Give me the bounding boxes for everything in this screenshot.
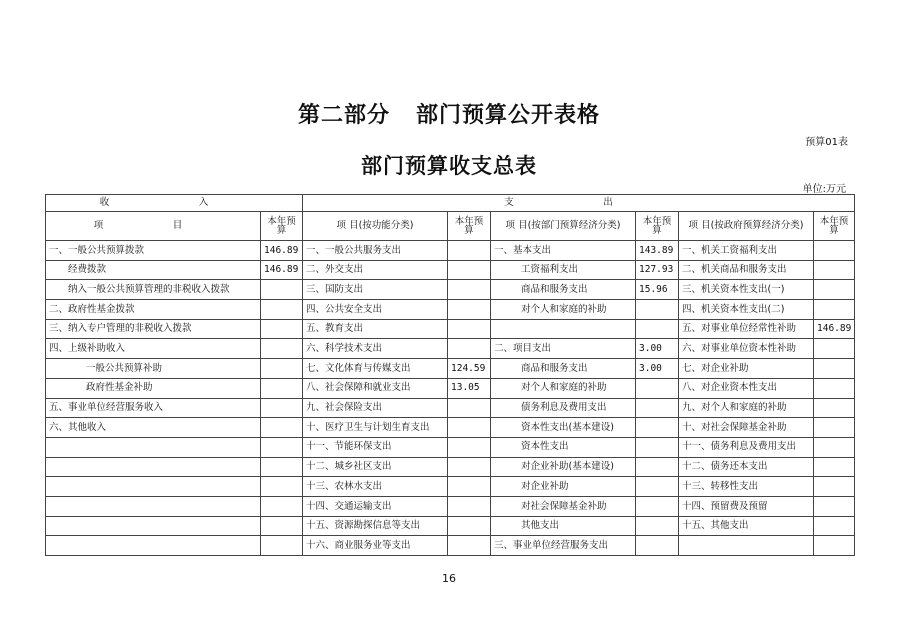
gov-econ-item: 七、对企业补助 <box>679 359 814 379</box>
function-amount <box>448 437 491 457</box>
header-row-sub <box>46 212 855 241</box>
income-amount <box>261 477 303 497</box>
function-amount <box>448 457 491 477</box>
dept-econ-item <box>491 319 636 339</box>
income-amount <box>261 418 303 438</box>
gov-econ-item: 十、对社会保障基金补助 <box>679 418 814 438</box>
dept-econ-item: 三、事业单位经营服务支出 <box>491 536 636 556</box>
dept-econ-budget-header: 本年预算 <box>636 212 679 241</box>
income-amount: 146.89 <box>261 241 303 261</box>
function-item: 四、公共安全支出 <box>303 300 448 320</box>
gov-econ-item: 十一、债务利息及费用支出 <box>679 437 814 457</box>
function-item: 九、社会保险支出 <box>303 398 448 418</box>
income-amount: 146.89 <box>261 260 303 280</box>
dept-econ-amount <box>636 536 679 556</box>
dept-econ-item: 对个人和家庭的补助 <box>491 300 636 320</box>
table-row <box>46 359 855 379</box>
income-item: 四、上级补助收入 <box>46 339 261 359</box>
function-item: 三、国防支出 <box>303 280 448 300</box>
function-item: 十一、节能环保支出 <box>303 437 448 457</box>
income-item: 纳入一般公共预算管理的非税收入拨款 <box>46 280 261 300</box>
gov-econ-item: 四、机关资本性支出(二) <box>679 300 814 320</box>
income-item: 经费拨款 <box>46 260 261 280</box>
gov-econ-amount <box>814 437 855 457</box>
income-item: 一、一般公共预算拨款 <box>46 241 261 261</box>
gov-econ-item: 二、机关商品和服务支出 <box>679 260 814 280</box>
dept-econ-amount: 127.93 <box>636 260 679 280</box>
function-item: 十四、交通运输支出 <box>303 496 448 516</box>
income-item <box>46 437 261 457</box>
page-number: 16 <box>442 572 456 585</box>
dept-econ-item: 工资福利支出 <box>491 260 636 280</box>
income-item: 三、纳入专户管理的非税收入拨款 <box>46 319 261 339</box>
income-item <box>46 536 261 556</box>
gov-econ-amount <box>814 457 855 477</box>
function-amount <box>448 241 491 261</box>
function-amount <box>448 398 491 418</box>
table-row <box>46 280 855 300</box>
dept-econ-amount <box>636 437 679 457</box>
table-row <box>46 378 855 398</box>
dept-econ-item: 债务利息及费用支出 <box>491 398 636 418</box>
table-title: 部门预算收支总表 <box>361 154 537 178</box>
dept-econ-item: 其他支出 <box>491 516 636 536</box>
income-item <box>46 477 261 497</box>
gov-econ-item <box>679 536 814 556</box>
income-amount <box>261 496 303 516</box>
income-item: 一般公共预算补助 <box>46 359 261 379</box>
gov-econ-item: 九、对个人和家庭的补助 <box>679 398 814 418</box>
gov-econ-item-header: 项 目(按政府预算经济分类) <box>679 212 814 241</box>
dept-econ-amount <box>636 457 679 477</box>
dept-econ-item: 商品和服务支出 <box>491 359 636 379</box>
dept-econ-amount <box>636 516 679 536</box>
income-item <box>46 457 261 477</box>
dept-econ-amount <box>636 319 679 339</box>
expenditure-header: 支 出 <box>303 195 855 212</box>
header-row-top <box>46 195 855 212</box>
gov-econ-amount: 146.89 <box>814 319 855 339</box>
income-amount <box>261 359 303 379</box>
table-row <box>46 477 855 497</box>
gov-econ-amount <box>814 339 855 359</box>
dept-econ-item: 资本性支出(基本建设) <box>491 418 636 438</box>
function-amount <box>448 418 491 438</box>
budget-summary-table <box>45 194 855 556</box>
gov-econ-item: 十三、转移性支出 <box>679 477 814 497</box>
table-row <box>46 300 855 320</box>
dept-econ-item: 一、基本支出 <box>491 241 636 261</box>
dept-econ-amount <box>636 398 679 418</box>
gov-econ-item: 十五、其他支出 <box>679 516 814 536</box>
income-item: 政府性基金补助 <box>46 378 261 398</box>
function-item: 五、教育支出 <box>303 319 448 339</box>
function-amount <box>448 339 491 359</box>
income-budget-header: 本年预算 <box>261 212 303 241</box>
function-item: 六、科学技术支出 <box>303 339 448 359</box>
part-title <box>0 98 898 129</box>
gov-econ-amount <box>814 536 855 556</box>
dept-econ-amount: 3.00 <box>636 339 679 359</box>
gov-econ-budget-header: 本年预算 <box>814 212 855 241</box>
dept-econ-item: 商品和服务支出 <box>491 280 636 300</box>
function-item: 八、社会保障和就业支出 <box>303 378 448 398</box>
gov-econ-amount <box>814 280 855 300</box>
income-item-header: 项 目 <box>46 212 261 241</box>
dept-econ-amount <box>636 300 679 320</box>
function-item: 七、文化体育与传媒支出 <box>303 359 448 379</box>
income-amount <box>261 457 303 477</box>
table-row <box>46 496 855 516</box>
dept-econ-item: 对企业补助 <box>491 477 636 497</box>
table-row <box>46 457 855 477</box>
gov-econ-item: 十二、债务还本支出 <box>679 457 814 477</box>
function-item: 十五、资源勘探信息等支出 <box>303 516 448 536</box>
table-row <box>46 339 855 359</box>
gov-econ-amount <box>814 378 855 398</box>
income-amount <box>261 536 303 556</box>
function-amount: 13.05 <box>448 378 491 398</box>
gov-econ-amount <box>814 516 855 536</box>
income-amount <box>261 300 303 320</box>
income-amount <box>261 398 303 418</box>
dept-econ-amount <box>636 418 679 438</box>
function-amount <box>448 516 491 536</box>
function-amount <box>448 477 491 497</box>
income-amount <box>261 516 303 536</box>
function-amount <box>448 300 491 320</box>
dept-econ-amount: 3.00 <box>636 359 679 379</box>
dept-econ-amount <box>636 496 679 516</box>
income-amount <box>261 437 303 457</box>
function-amount <box>448 536 491 556</box>
dept-econ-amount <box>636 477 679 497</box>
table-row <box>46 260 855 280</box>
table-number: 预算01表 <box>805 137 848 148</box>
function-item: 十三、农林水支出 <box>303 477 448 497</box>
table-row <box>46 241 855 261</box>
function-amount <box>448 280 491 300</box>
dept-econ-item-header: 项 目(按部门预算经济分类) <box>491 212 636 241</box>
gov-econ-item: 十四、预留费及预留 <box>679 496 814 516</box>
function-amount <box>448 319 491 339</box>
gov-econ-item: 三、机关资本性支出(一) <box>679 280 814 300</box>
gov-econ-amount <box>814 300 855 320</box>
income-item: 五、事业单位经营服务收入 <box>46 398 261 418</box>
function-item: 二、外交支出 <box>303 260 448 280</box>
function-item: 十二、城乡社区支出 <box>303 457 448 477</box>
gov-econ-amount <box>814 477 855 497</box>
income-item <box>46 496 261 516</box>
function-item: 十六、商业服务业等支出 <box>303 536 448 556</box>
table-row <box>46 516 855 536</box>
income-amount <box>261 339 303 359</box>
dept-econ-item: 二、项目支出 <box>491 339 636 359</box>
dept-econ-item: 对企业补助(基本建设) <box>491 457 636 477</box>
part-name: 部门预算公开表格 <box>416 103 601 128</box>
gov-econ-amount <box>814 359 855 379</box>
gov-econ-item: 一、机关工资福利支出 <box>679 241 814 261</box>
gov-econ-amount <box>814 398 855 418</box>
dept-econ-amount: 15.96 <box>636 280 679 300</box>
function-budget-header: 本年预算 <box>448 212 491 241</box>
gov-econ-item: 八、对企业资本性支出 <box>679 378 814 398</box>
gov-econ-item: 六、对事业单位资本性补助 <box>679 339 814 359</box>
table-row <box>46 418 855 438</box>
dept-econ-item: 对个人和家庭的补助 <box>491 378 636 398</box>
income-amount <box>261 378 303 398</box>
table-row <box>46 398 855 418</box>
dept-econ-amount: 143.89 <box>636 241 679 261</box>
gov-econ-amount <box>814 496 855 516</box>
dept-econ-item: 资本性支出 <box>491 437 636 457</box>
gov-econ-item: 五、对事业单位经常性补助 <box>679 319 814 339</box>
gov-econ-amount <box>814 260 855 280</box>
unit-label: 单位:万元 <box>802 184 846 195</box>
income-item: 六、其他收入 <box>46 418 261 438</box>
function-item: 一、一般公共服务支出 <box>303 241 448 261</box>
part-label: 第二部分 <box>297 103 390 128</box>
gov-econ-amount <box>814 241 855 261</box>
table-row <box>46 536 855 556</box>
function-amount <box>448 260 491 280</box>
dept-econ-item: 对社会保障基金补助 <box>491 496 636 516</box>
income-item: 二、政府性基金拨款 <box>46 300 261 320</box>
function-amount <box>448 496 491 516</box>
function-item-header: 项 目(按功能分类) <box>303 212 448 241</box>
gov-econ-amount <box>814 418 855 438</box>
income-amount <box>261 319 303 339</box>
function-item: 十、医疗卫生与计划生育支出 <box>303 418 448 438</box>
income-header: 收 入 <box>46 195 303 212</box>
income-amount <box>261 280 303 300</box>
table-row <box>46 437 855 457</box>
income-item <box>46 516 261 536</box>
table-row <box>46 319 855 339</box>
dept-econ-amount <box>636 378 679 398</box>
function-amount: 124.59 <box>448 359 491 379</box>
